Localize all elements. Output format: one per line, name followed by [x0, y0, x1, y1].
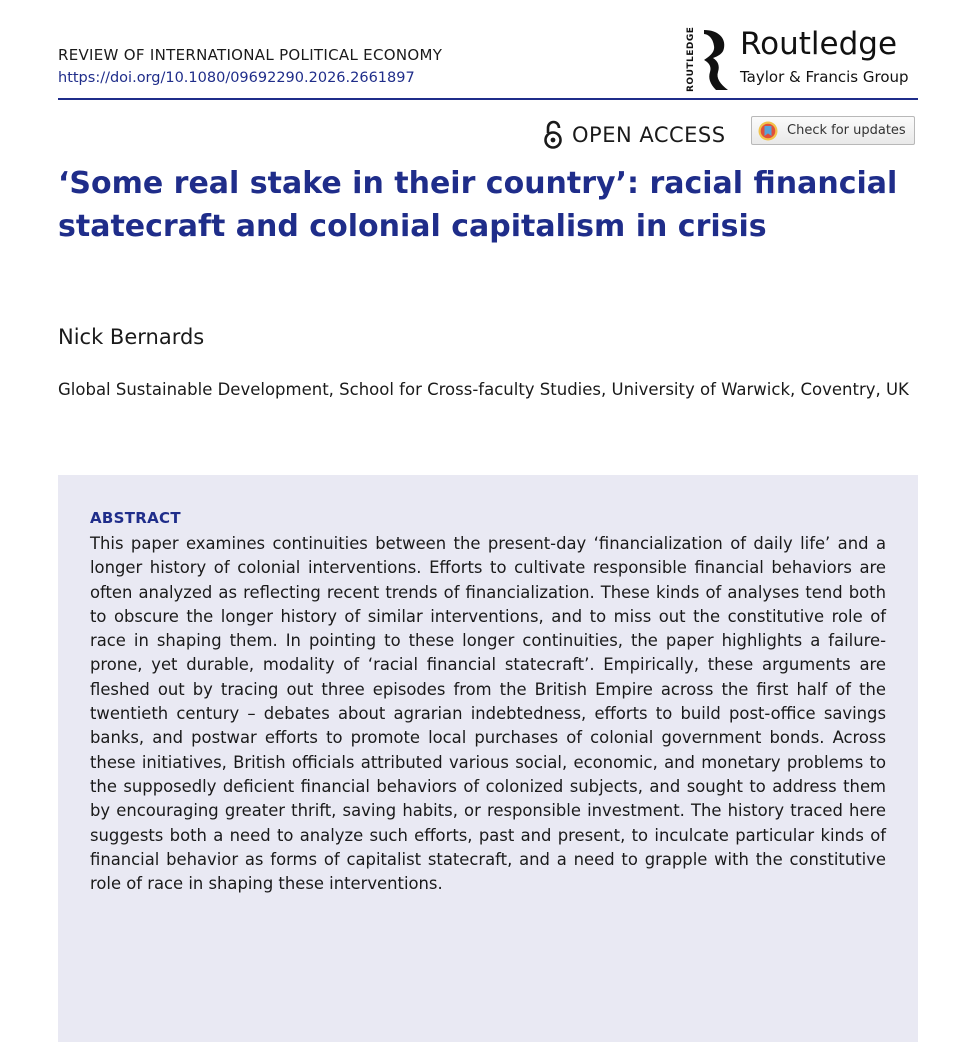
- publisher-vertical-label: ROUTLEDGE: [686, 26, 696, 92]
- abstract-heading: ABSTRACT: [90, 509, 181, 527]
- crossmark-icon: [758, 121, 778, 141]
- open-lock-icon: [542, 120, 564, 150]
- publisher-logo-block[interactable]: [686, 28, 918, 92]
- open-access-label: OPEN ACCESS: [572, 123, 726, 147]
- check-for-updates-button[interactable]: [751, 116, 915, 145]
- author-affiliation: Global Sustainable Development, School for Cross-faculty Studies, University of Warwick, Coventry, UK: [58, 380, 909, 399]
- publisher-group: Taylor & Francis Group: [740, 68, 909, 86]
- journal-name: REVIEW OF INTERNATIONAL POLITICAL ECONOMY: [58, 46, 443, 64]
- abstract-box: [58, 475, 918, 1042]
- header-divider: [58, 98, 918, 100]
- publisher-name: Routledge: [740, 26, 898, 62]
- routledge-profile-icon: [700, 28, 730, 92]
- abstract-text: This paper examines continuities between the present-day ‘financialization of daily life’ and a longer history of colonial interventions. Efforts to cultivate responsible financial behaviors are often analyzed as reflecting recent trends of financialization. These kinds of analyses tend both to obscure the longer history of similar interventions, and to miss out the constitutive role of race in shaping them. In pointing to these longer continuities, the paper highlights a failure-prone, yet durable, modality of ‘racial financial statecraft’. Empirically, these arguments are fleshed out by tracing out three episodes from the British Empire across the first half of the twentieth century – debates about agrarian indebtedness, efforts to build post-office savings banks, and postwar efforts to promote local purchases of colonial government bonds. Across these initiatives, British officials attributed various social, economic, and monetary problems to the supposedly deficient financial behaviors of colonized subjects, and sought to address them by encouraging greater thrift, saving habits, or responsible investment. The history traced here suggests both a need to analyze such efforts, past and present, to inculcate particular kinds of financial behavior as forms of capitalist statecraft, and a need to grapple with the constitutive role of race in shaping these interventions.: [90, 534, 886, 894]
- article-title: ‘Some real stake in their country’: racial financial statecraft and colonial capitalism in crisis: [58, 166, 898, 244]
- open-access-badge: [542, 118, 726, 152]
- check-for-updates-label: Check for updates: [787, 123, 906, 138]
- header: [58, 28, 918, 92]
- author-name[interactable]: Nick Bernards: [58, 325, 205, 349]
- doi-link[interactable]: https://doi.org/10.1080/09692290.2026.2661897: [58, 70, 415, 86]
